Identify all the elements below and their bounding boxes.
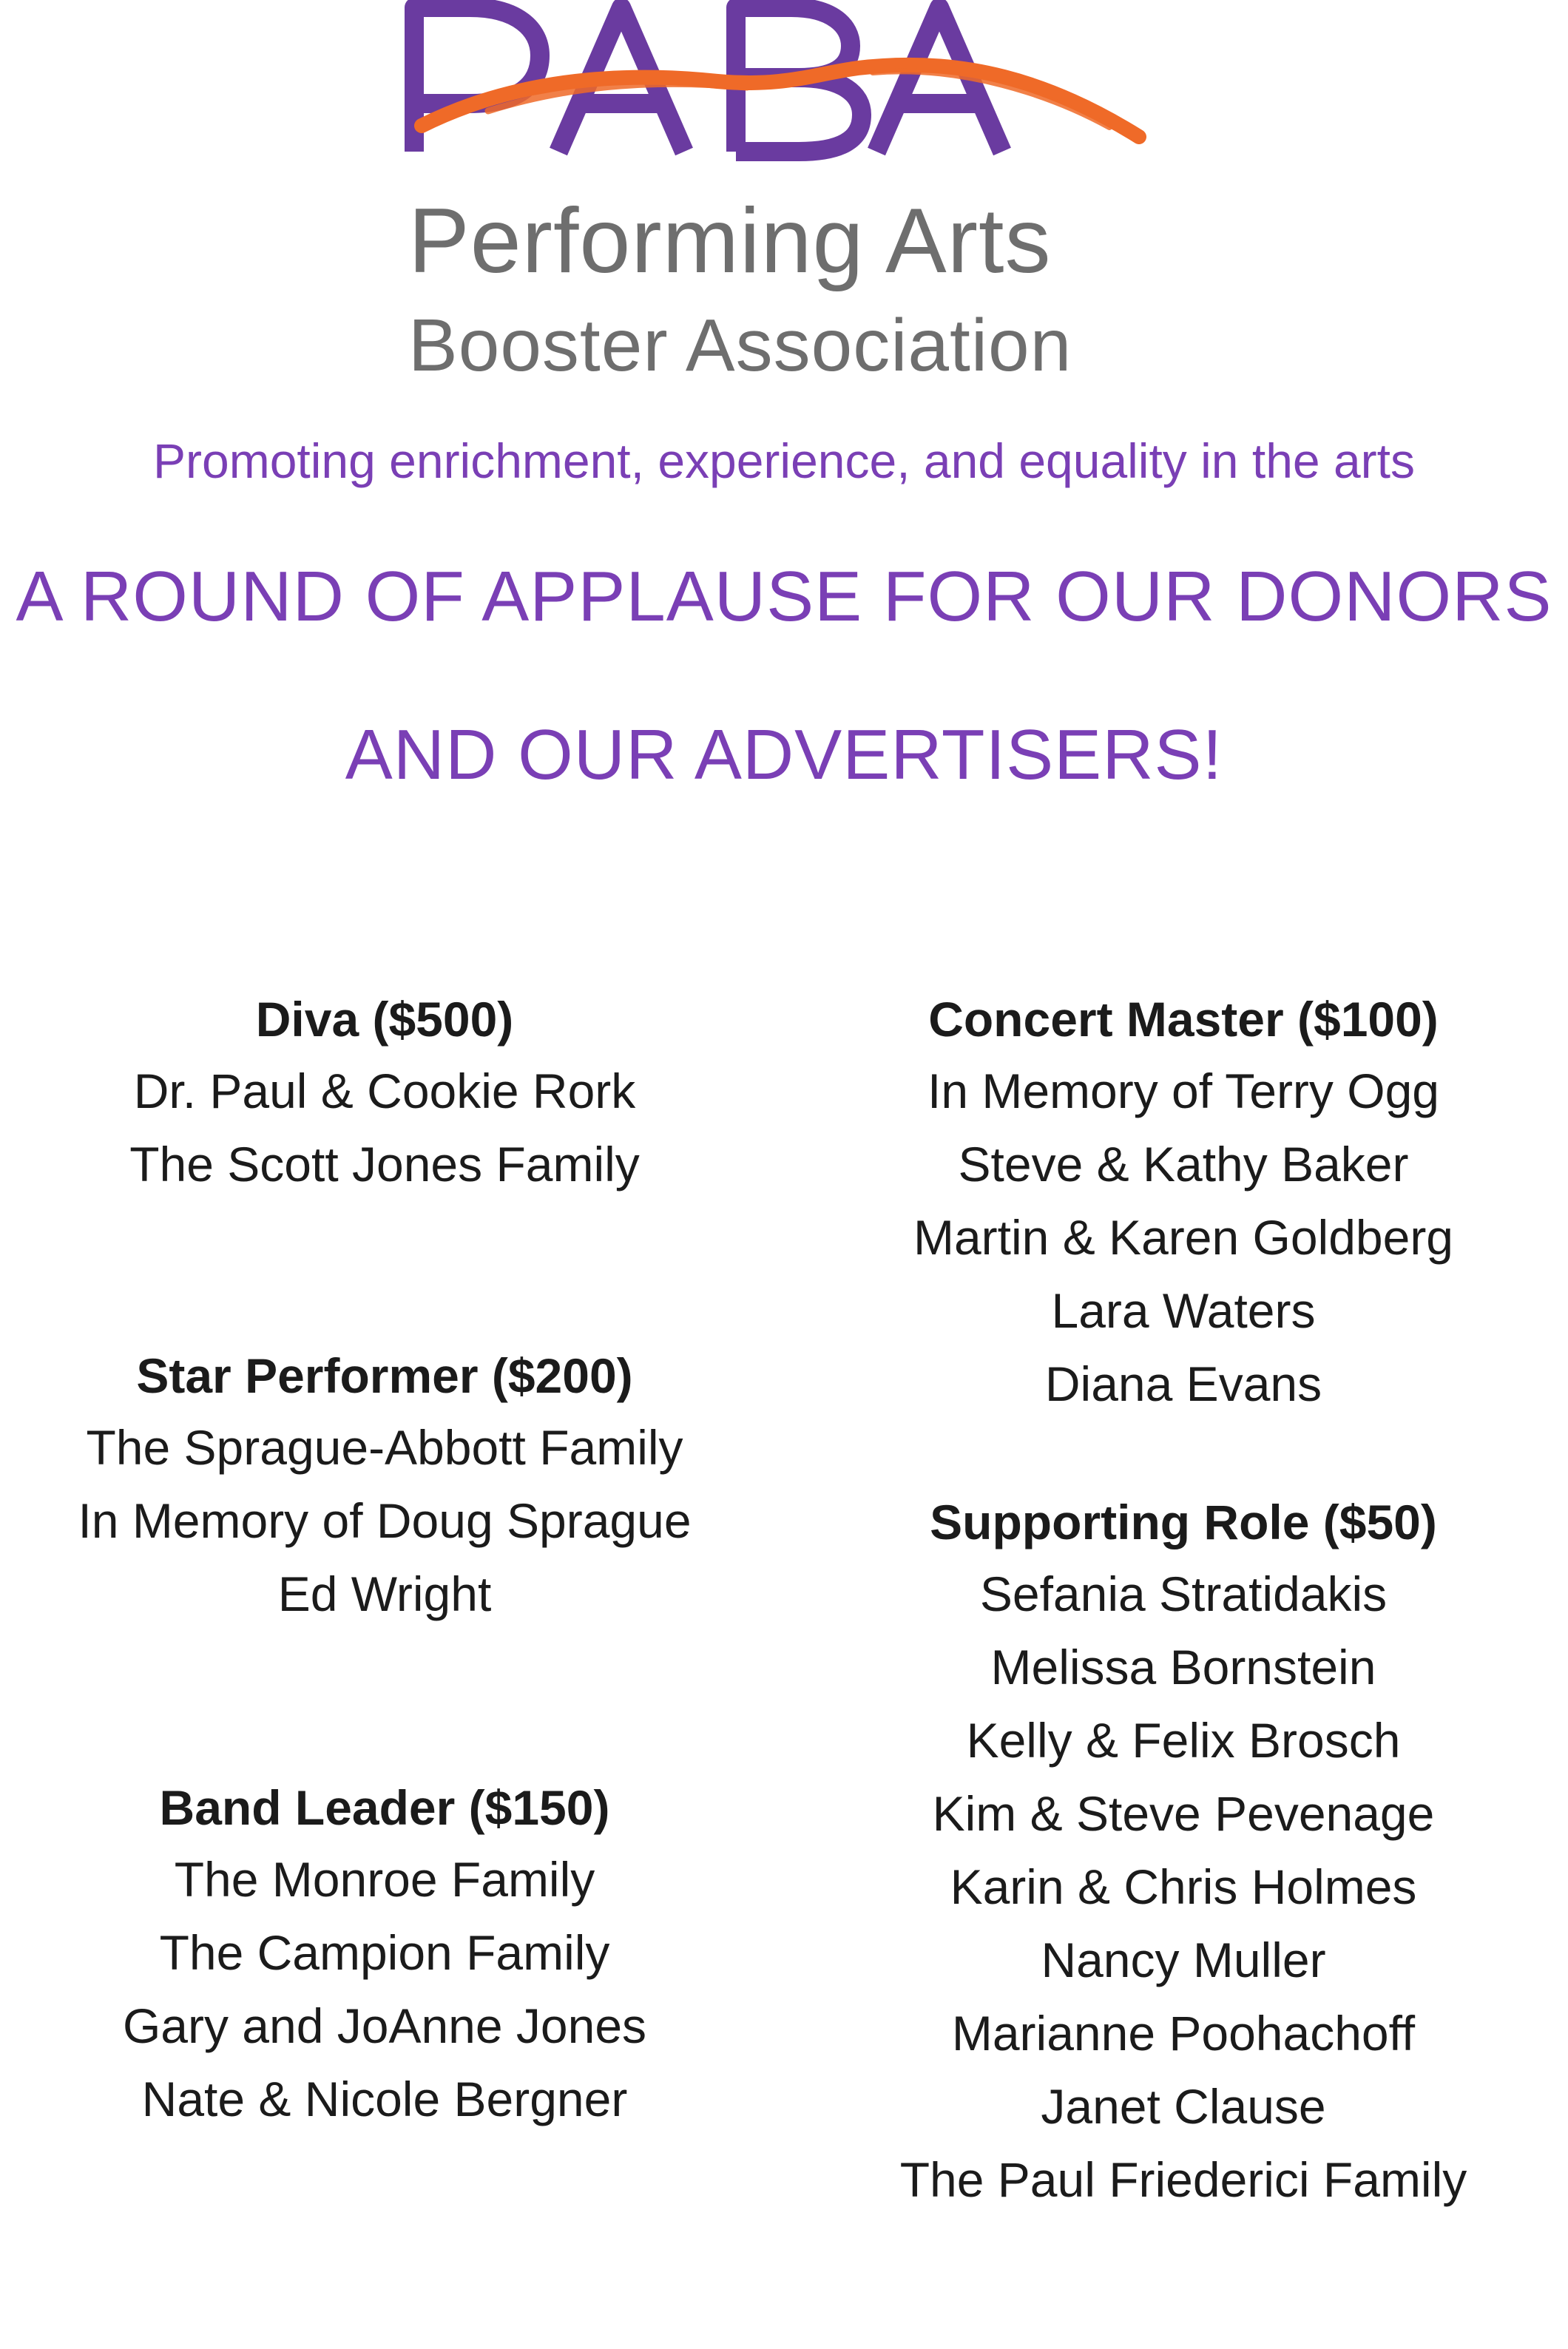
tagline: Promoting enrichment, experience, and equality in the arts [153,433,1415,488]
paba-logo-mark [399,0,1183,178]
donor-name: Marianne Poohachoff [951,2006,1416,2061]
donor-name: Karin & Chris Holmes [950,1859,1417,1914]
donor-name: Ed Wright [277,1566,492,1621]
tier-title: Star Performer ($200) [136,1348,633,1403]
donor-name: Kelly & Felix Brosch [966,1713,1401,1768]
tier-title: Supporting Role ($50) [930,1495,1437,1549]
tier-title: Diva ($500) [255,992,514,1047]
donor-name: Dr. Paul & Cookie Rork [133,1064,636,1118]
donor-name: The Paul Friederici Family [899,2152,1467,2207]
donor-name: The Sprague-Abbott Family [86,1420,683,1475]
donor-name: Melissa Bornstein [990,1640,1376,1694]
donor-name: Diana Evans [1044,1356,1322,1411]
donor-name: Janet Clause [1041,2079,1326,2134]
tier-title: Band Leader ($150) [159,1780,610,1835]
headline-line-1: A ROUND OF APPLAUSE FOR OUR DONORS [16,557,1552,636]
logo-line-performing-arts: Performing Arts [408,190,1052,292]
headline-line-2: AND OUR ADVERTISERS! [345,715,1223,794]
donor-name: Steve & Kathy Baker [958,1137,1409,1192]
donor-name: The Campion Family [159,1925,610,1980]
donor-name: Kim & Steve Pevenage [932,1786,1435,1841]
donor-name: Gary and JoAnne Jones [122,1998,647,2053]
tier-concert-master [799,984,1568,1421]
logo-line-booster-association: Booster Association [408,304,1072,387]
tier-band-leader [0,1772,769,2136]
donor-name: In Memory of Doug Sprague [78,1493,692,1548]
donor-name: The Monroe Family [174,1852,595,1907]
donor-name: Martin & Karen Goldberg [913,1210,1454,1265]
donor-name: In Memory of Terry Ogg [927,1064,1439,1118]
tier-title: Concert Master ($100) [928,992,1439,1047]
tier-star-performer [0,1340,769,1631]
tier-supporting-role [799,1487,1568,2217]
donor-name: Lara Waters [1051,1283,1316,1338]
tier-diva [0,984,769,1201]
donor-name: Sefania Stratidakis [979,1566,1388,1621]
donor-name: Nate & Nicole Bergner [141,2072,628,2126]
donor-name: The Scott Jones Family [129,1137,640,1192]
paba-logo [0,0,1568,414]
donor-name: Nancy Muller [1041,1933,1326,1987]
